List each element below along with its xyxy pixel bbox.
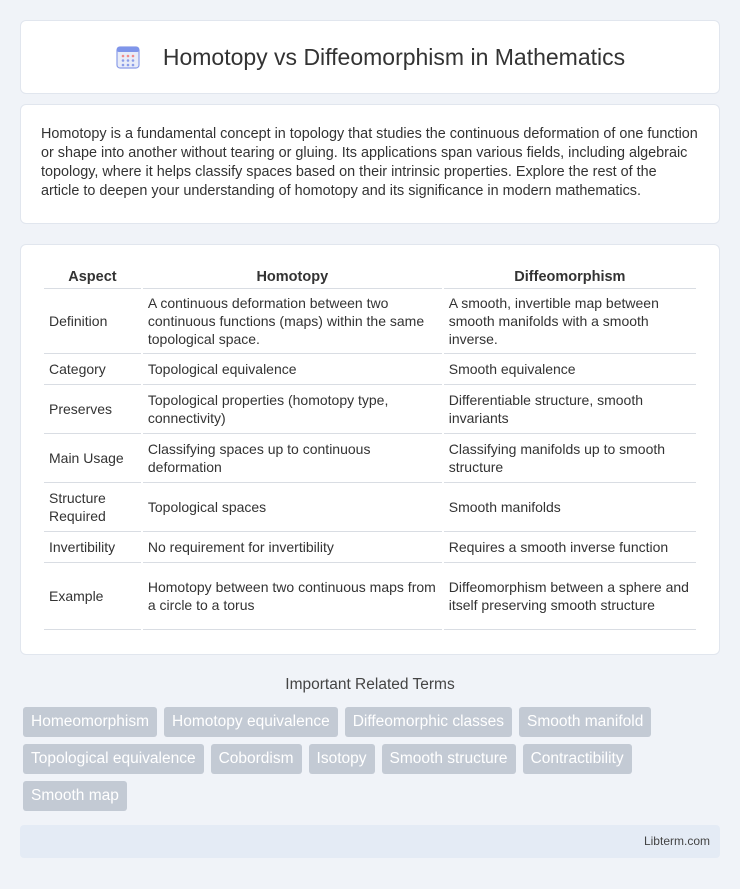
related-term-tag[interactable]: Smooth map — [23, 781, 127, 811]
header-card — [20, 20, 720, 94]
table-row — [44, 434, 696, 483]
cell-diffeomorphism: Classifying manifolds up to smooth structure — [444, 434, 696, 483]
cell-homotopy: No requirement for invertibility — [143, 532, 442, 563]
cell-diffeomorphism: Differentiable structure, smooth invariants — [444, 385, 696, 434]
cell-homotopy: Homotopy between two continuous maps from a circle to a torus — [143, 563, 442, 630]
table-row — [44, 532, 696, 563]
related-terms-title: Important Related Terms — [285, 676, 455, 693]
footer-site-link[interactable]: Libterm.com — [643, 834, 710, 848]
related-term-tag[interactable]: Topological equivalence — [23, 744, 204, 774]
table-header-row — [44, 265, 696, 289]
header-homotopy: Homotopy — [143, 265, 442, 289]
related-term-tag[interactable]: Homotopy equivalence — [164, 707, 338, 737]
cell-aspect: Category — [44, 354, 141, 385]
cell-diffeomorphism: Requires a smooth inverse function — [444, 532, 696, 563]
cell-aspect: Structure Required — [44, 483, 141, 532]
related-term-tag[interactable]: Cobordism — [211, 744, 302, 774]
cell-diffeomorphism: Diffeomorphism between a sphere and itself preserving smooth structure — [444, 563, 696, 630]
cell-diffeomorphism: Smooth manifolds — [444, 483, 696, 532]
table-row — [44, 483, 696, 532]
intro-text: Homotopy is a fundamental concept in topology that studies the continuous deformation of one function or shape into another without tearing or gluing. Its applications span various fields, including algebraic topology, where it helps classify spaces based on their intrinsic properties. Explore the rest of the article to deepen your understanding of homotopy and its significance in modern mathematics. — [41, 126, 698, 199]
footer — [20, 825, 720, 858]
comparison-table-card — [20, 244, 720, 655]
calendar-grid-icon — [115, 44, 141, 70]
table-row — [44, 563, 696, 630]
related-term-tag[interactable]: Homeomorphism — [23, 707, 157, 737]
table-row — [44, 385, 696, 434]
related-term-tag[interactable]: Diffeomorphic classes — [345, 707, 512, 737]
related-term-tag[interactable]: Smooth manifold — [519, 707, 651, 737]
related-term-tag[interactable]: Isotopy — [309, 744, 375, 774]
related-term-tag[interactable]: Smooth structure — [382, 744, 516, 774]
cell-diffeomorphism: Smooth equivalence — [444, 354, 696, 385]
cell-aspect: Example — [44, 563, 141, 630]
cell-aspect: Definition — [44, 289, 141, 354]
cell-homotopy: A continuous deformation between two continuous functions (maps) within the same topological space. — [143, 289, 442, 354]
cell-homotopy: Topological spaces — [143, 483, 442, 532]
header-aspect: Aspect — [44, 265, 141, 289]
related-terms-list — [23, 707, 723, 818]
cell-homotopy: Topological properties (homotopy type, connectivity) — [143, 385, 442, 434]
table-row — [44, 354, 696, 385]
intro-card — [20, 104, 720, 224]
cell-homotopy: Classifying spaces up to continuous deformation — [143, 434, 442, 483]
cell-aspect: Main Usage — [44, 434, 141, 483]
cell-aspect: Invertibility — [44, 532, 141, 563]
header-diffeomorphism: Diffeomorphism — [444, 265, 696, 289]
page-title: Homotopy vs Diffeomorphism in Mathematics — [162, 43, 626, 70]
related-term-tag[interactable]: Contractibility — [523, 744, 632, 774]
cell-aspect: Preserves — [44, 385, 141, 434]
cell-homotopy: Topological equivalence — [143, 354, 442, 385]
comparison-table — [42, 265, 698, 630]
cell-diffeomorphism: A smooth, invertible map between smooth manifolds with a smooth inverse. — [444, 289, 696, 354]
table-row — [44, 289, 696, 354]
